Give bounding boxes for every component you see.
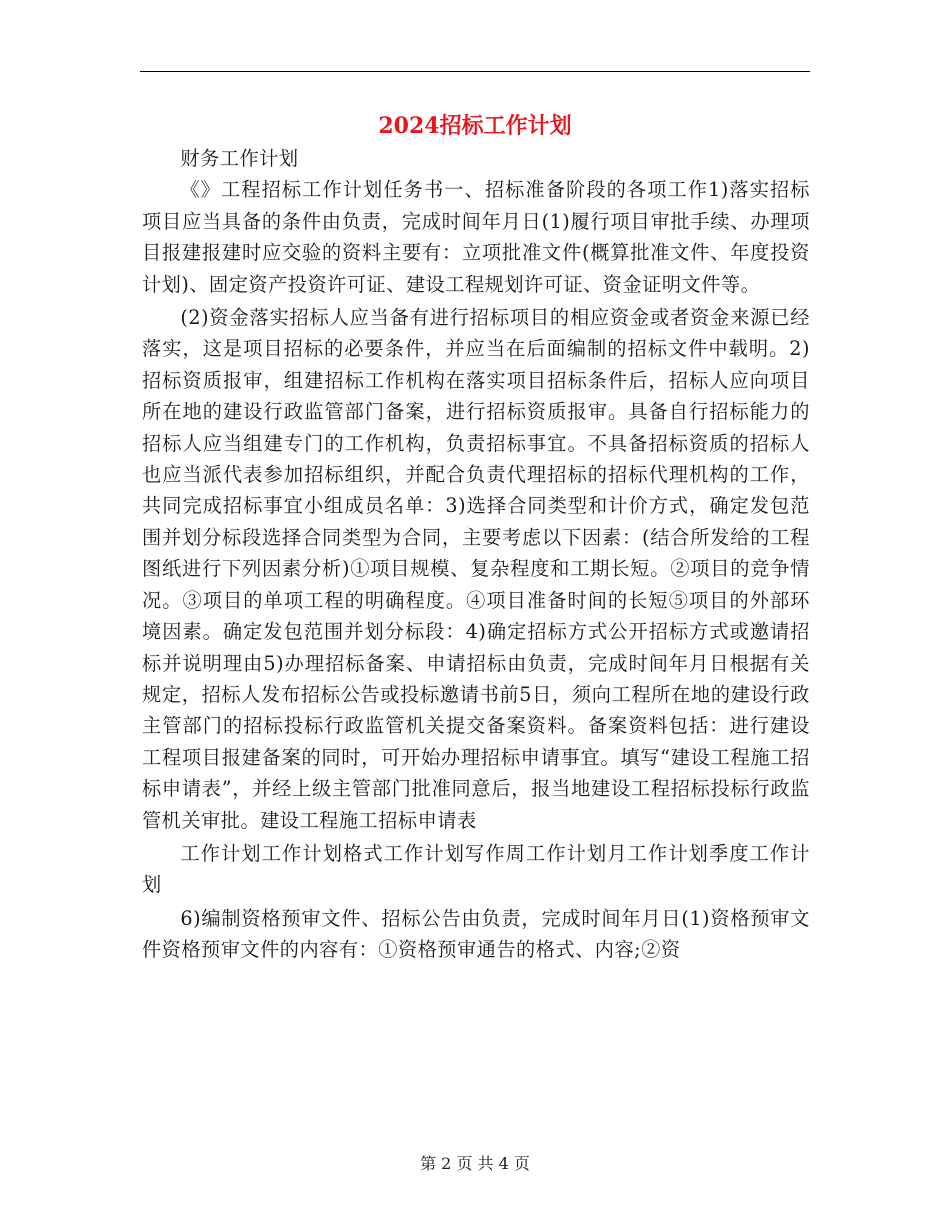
paragraph: 《》工程招标工作计划任务书一、招标准备阶段的各项工作1)落实招标项目应当具备的条件由负责，完成时间年月日(1)履行项目审批手续、办理项目报建报建时应交验的资料主要有：立项批准文件(概算批准文件、年度投资计划)、固定资产投资许可证、建设工程规划许可证、资金证明文件等。 <box>142 178 810 296</box>
document-body <box>142 143 810 966</box>
paragraph-heading: 财务工作计划 <box>180 147 299 170</box>
header-rule <box>140 71 810 72</box>
paragraph: (2)资金落实招标人应当备有进行招标项目的相应资金或者资金来源已经落实，这是项目招标的必要条件，并应当在后面编制的招标文件中载明。2)招标资质报审，组建招标工作机构在落实项目招标条件后，招标人应向项目所在地的建设行政监管部门备案，进行招标资质报审。具备自行招标能力的招标人应当组建专门的工作机构，负责招标事宜。不具备招标资质的招标人也应当派代表参加招标组织，并配合负责代理招标的招标代理机构的工作，共同完成招标事宜小组成员名单：3)选择合同类型和计价方式，确定发包范围并划分标段选择合同类型为合同，主要考虑以下因素：(结合所发给的工程图纸进行下列因素分析)①项目规模、复杂程度和工期长短。②项目的竞争情况。③项目的单项工程的明确程度。④项目准备时间的长短⑤项目的外部环境因素。确定发包范围并划分标段：4)确定招标方式公开招标方式或邀请招标并说明理由5)办理招标备案、申请招标由负责，完成时间年月日根据有关规定，招标人发布招标公告或投标邀请书前5日，须向工程所在地的建设行政主管部门的招标投标行政监管机关提交备案资料。备案资料包括：进行建设工程项目报建备案的同时，可开始办理招标申请事宜。填写“建设工程施工招标申请表”，并经上级主管部门批准同意后，报当地建设工程招标投标行政监管机关审批。建设工程施工招标申请表 <box>142 306 810 832</box>
paragraph: 工作计划工作计划格式工作计划写作周工作计划月工作计划季度工作计划 <box>142 841 810 897</box>
page-footer: 第 2 页 共 4 页 <box>420 1154 530 1173</box>
document-title: 2024招标工作计划 <box>378 113 572 139</box>
paragraph: 6)编制资格预审文件、招标公告由负责，完成时间年月日(1)资格预审文件资格预审文件的内容有：①资格预审通告的格式、内容;②资 <box>142 906 810 962</box>
